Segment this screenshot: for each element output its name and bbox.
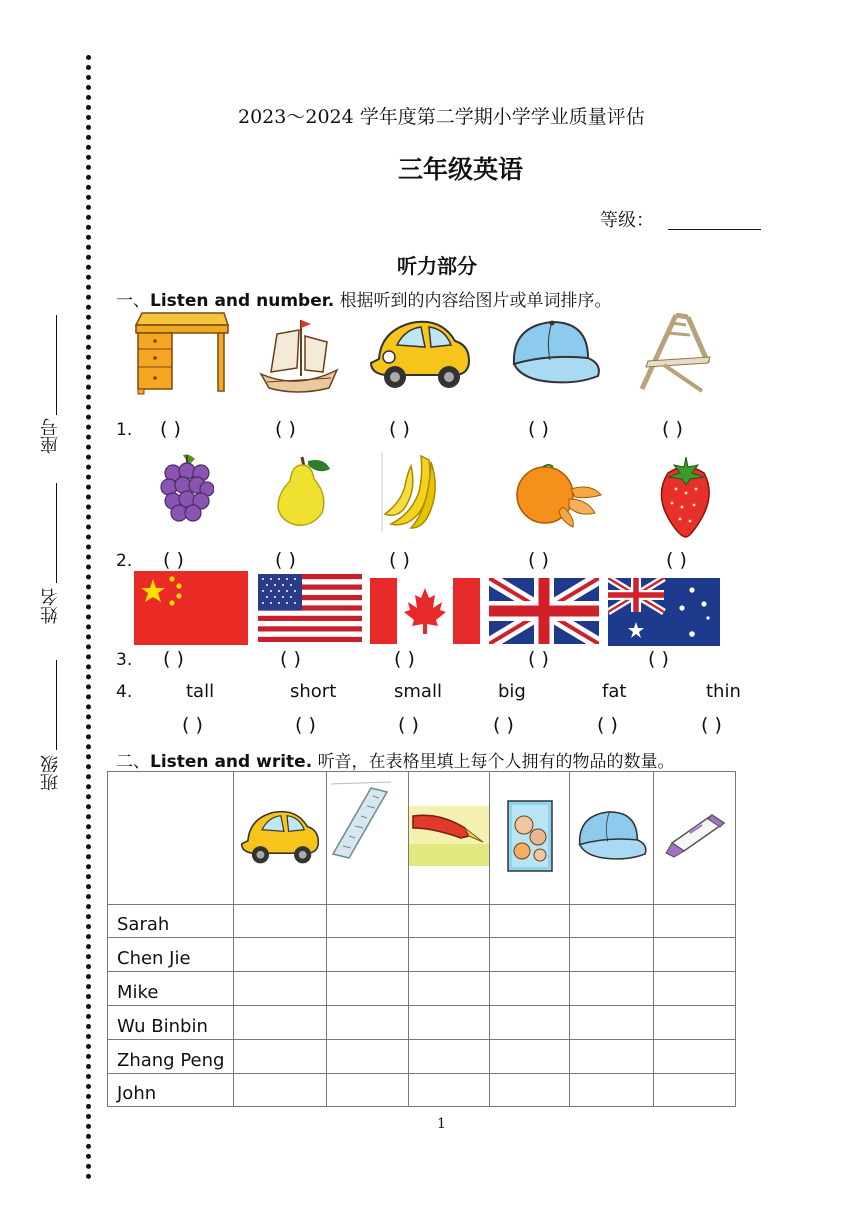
banana-icon <box>381 452 443 532</box>
row3-blank[interactable]: ( ) <box>163 648 184 670</box>
desk-icon <box>134 311 229 395</box>
row1-blank[interactable]: ( ) <box>528 418 549 440</box>
canada-flag-icon <box>370 578 480 644</box>
car-icon <box>365 315 475 391</box>
count-cell[interactable] <box>327 938 409 972</box>
table-row <box>108 1040 736 1074</box>
table-row <box>108 938 736 972</box>
table-row <box>108 905 736 938</box>
listening-section-title: 听力部分 <box>397 254 477 278</box>
count-cell[interactable] <box>234 938 327 972</box>
count-cell[interactable] <box>327 1006 409 1040</box>
word-blank[interactable]: ( ) <box>295 714 316 736</box>
count-cell[interactable] <box>490 905 570 938</box>
header-cell <box>409 772 490 905</box>
part1-instruction <box>116 286 612 311</box>
row4-number: 4. <box>116 682 133 702</box>
class-label: 班级 <box>40 755 61 791</box>
header-cell <box>327 772 409 905</box>
count-cell[interactable] <box>327 972 409 1006</box>
school-year-title: 2023～2024 学年度第二学期小学学业质量评估 <box>238 106 645 128</box>
row1-blank[interactable]: ( ) <box>389 418 410 440</box>
book-icon <box>506 799 554 873</box>
word-item: big <box>498 681 526 702</box>
row3-blank[interactable]: ( ) <box>528 648 549 670</box>
count-cell[interactable] <box>490 1040 570 1074</box>
row1-blank[interactable]: ( ) <box>662 418 683 440</box>
row3-number: 3. <box>116 650 133 670</box>
row2-number: 2. <box>116 551 133 571</box>
count-cell[interactable] <box>327 905 409 938</box>
count-cell[interactable] <box>409 1074 490 1107</box>
count-cell[interactable] <box>409 1006 490 1040</box>
count-cell[interactable] <box>490 972 570 1006</box>
seat-blank-line <box>56 315 57 415</box>
count-cell[interactable] <box>409 972 490 1006</box>
count-cell[interactable] <box>490 1006 570 1040</box>
usa-flag-icon <box>258 574 362 642</box>
count-cell[interactable] <box>570 1074 654 1107</box>
table-corner-cell <box>108 772 234 905</box>
table-header-row <box>108 772 736 905</box>
count-cell[interactable] <box>654 938 736 972</box>
row2-blank[interactable]: ( ) <box>389 549 410 571</box>
count-cell[interactable] <box>654 1006 736 1040</box>
header-cell <box>654 772 736 905</box>
word-blank[interactable]: ( ) <box>182 714 203 736</box>
student-name: Zhang Peng <box>108 1040 234 1074</box>
part1-chinese-instruction: 根据听到的内容给图片或单词排序。 <box>339 291 612 311</box>
table-row <box>108 1074 736 1107</box>
orange-icon <box>515 459 605 529</box>
student-name: Mike <box>108 972 234 1006</box>
count-cell[interactable] <box>409 938 490 972</box>
count-cell[interactable] <box>234 972 327 1006</box>
header-cell <box>570 772 654 905</box>
header-cell <box>490 772 570 905</box>
row3-blank[interactable]: ( ) <box>280 648 301 670</box>
part2-chinese-instruction: 听音，在表格里填上每个人拥有的物品的数量。 <box>317 752 675 772</box>
china-flag-icon <box>134 571 248 645</box>
uk-flag-icon <box>489 578 599 644</box>
count-cell[interactable] <box>570 972 654 1006</box>
word-blank[interactable]: ( ) <box>398 714 419 736</box>
count-cell[interactable] <box>654 1040 736 1074</box>
count-cell[interactable] <box>234 1074 327 1107</box>
row2-blank[interactable]: ( ) <box>275 549 296 571</box>
car-icon <box>237 805 323 867</box>
word-item: fat <box>602 681 627 702</box>
row2-blank[interactable]: ( ) <box>528 549 549 571</box>
row3-blank[interactable]: ( ) <box>394 648 415 670</box>
count-cell[interactable] <box>654 905 736 938</box>
part2-instruction <box>116 747 675 772</box>
seat-label: 座号 <box>40 418 61 454</box>
count-cell[interactable] <box>409 1040 490 1074</box>
australia-flag-icon <box>608 578 720 646</box>
row3-blank[interactable]: ( ) <box>648 648 669 670</box>
grade-blank-line[interactable] <box>668 229 761 230</box>
crayon-icon <box>662 811 728 861</box>
count-cell[interactable] <box>570 905 654 938</box>
row1-blank[interactable]: ( ) <box>275 418 296 440</box>
name-label: 姓名 <box>40 588 61 624</box>
part1-prefix: 一、 <box>116 291 150 311</box>
part2-prefix: 二、 <box>116 752 150 772</box>
grade-label: 等级： <box>600 210 654 231</box>
word-item: tall <box>186 681 215 702</box>
pear-icon <box>274 455 334 527</box>
count-cell[interactable] <box>654 972 736 1006</box>
items-count-table <box>107 771 736 1107</box>
count-cell[interactable] <box>234 1040 327 1074</box>
word-item: small <box>394 681 442 702</box>
count-cell[interactable] <box>327 1074 409 1107</box>
strawberry-icon <box>654 455 718 539</box>
count-cell[interactable] <box>570 1040 654 1074</box>
row1-number: 1. <box>116 420 133 440</box>
word-item: thin <box>706 681 741 702</box>
subject-title: 三年级英语 <box>398 155 524 184</box>
boat-icon <box>257 316 339 398</box>
word-blank[interactable]: ( ) <box>701 714 722 736</box>
student-name: Chen Jie <box>108 938 234 972</box>
count-cell[interactable] <box>570 1006 654 1040</box>
table-row <box>108 1006 736 1040</box>
part2-english-instruction: Listen and write. <box>150 752 313 772</box>
chair-icon <box>628 313 713 393</box>
cap-icon <box>508 318 603 388</box>
header-cell <box>234 772 327 905</box>
count-cell[interactable] <box>570 938 654 972</box>
word-blank[interactable]: ( ) <box>493 714 514 736</box>
cap-icon <box>575 808 649 864</box>
word-item: short <box>290 681 337 702</box>
count-cell[interactable] <box>490 938 570 972</box>
row2-blank[interactable]: ( ) <box>163 549 184 571</box>
name-blank-line <box>56 483 57 583</box>
grapes-icon <box>159 451 214 526</box>
class-blank-line <box>56 660 57 750</box>
ruler-icon <box>327 772 407 862</box>
binding-dotted-line <box>86 55 91 1180</box>
row1-blank[interactable]: ( ) <box>160 418 181 440</box>
count-cell[interactable] <box>234 1006 327 1040</box>
page-number: 1 <box>437 1116 446 1132</box>
table-row <box>108 972 736 1006</box>
student-name: Wu Binbin <box>108 1006 234 1040</box>
part1-english-instruction: Listen and number. <box>150 291 335 311</box>
count-cell[interactable] <box>409 905 490 938</box>
count-cell[interactable] <box>654 1074 736 1107</box>
row2-blank[interactable]: ( ) <box>666 549 687 571</box>
student-name: Sarah <box>108 905 234 938</box>
count-cell[interactable] <box>327 1040 409 1074</box>
student-name: John <box>108 1074 234 1107</box>
count-cell[interactable] <box>490 1074 570 1107</box>
count-cell[interactable] <box>234 905 327 938</box>
pen-icon <box>409 806 489 866</box>
word-blank[interactable]: ( ) <box>597 714 618 736</box>
